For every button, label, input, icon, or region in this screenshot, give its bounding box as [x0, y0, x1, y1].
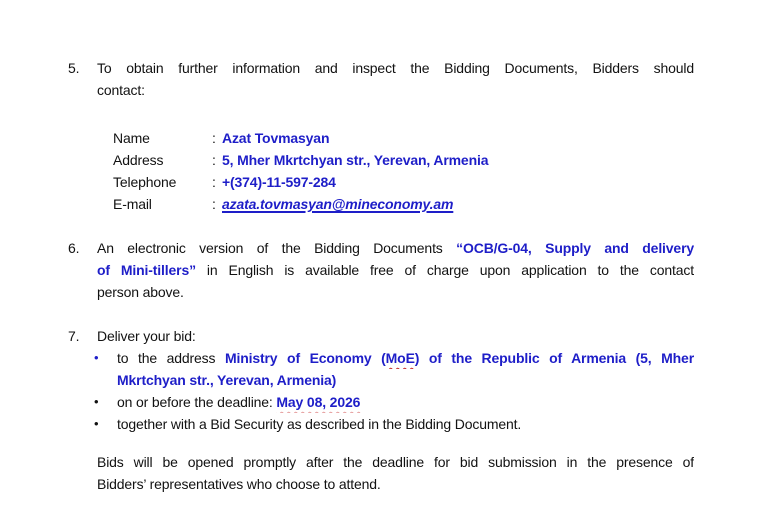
text-run: person above.: [97, 284, 184, 300]
bullet-deadline: [94, 391, 694, 413]
text-run: Mkrtchyan str., Yerevan, Armenia): [117, 372, 337, 388]
contact-label: E-mail: [113, 196, 152, 212]
text-line: [97, 79, 694, 101]
text-run: of Mini-tillers”: [97, 262, 196, 278]
text-line: [117, 347, 694, 369]
item-text: [117, 391, 694, 413]
item-6: [68, 237, 694, 303]
contact-colon: :: [212, 196, 216, 212]
item-number: 6.: [68, 240, 80, 256]
bullet-icon: •: [94, 416, 99, 431]
item-text: [117, 413, 694, 435]
bullet-bid-security: [94, 413, 694, 435]
text-line: [117, 413, 694, 435]
text-run: Bids will be opened promptly after the deadline for bid submission in the presence of: [97, 454, 694, 470]
text-run: To obtain further information and inspect the Bidding Documents, Bidders should: [97, 60, 694, 76]
text-line: [97, 281, 694, 303]
contact-row-telephone: [113, 171, 694, 193]
document-body: [68, 57, 694, 495]
text-run: on or before the deadline:: [117, 394, 277, 410]
text-run: ) of the Republic of Armenia (5, Mher: [414, 350, 694, 366]
item-number: 5.: [68, 60, 80, 76]
text-run: May 08, 2026: [276, 394, 361, 410]
text-run: MoE: [385, 350, 415, 366]
text-run: “OCB/G-04, Supply and delivery: [456, 240, 694, 256]
contact-colon: :: [212, 152, 216, 168]
contact-value: Azat Tovmasyan: [222, 130, 330, 146]
contact-colon: :: [212, 130, 216, 146]
bullet-icon: •: [94, 394, 99, 409]
text-run: in English is available free of charge upon application to the contact: [195, 262, 694, 278]
item-5: [68, 57, 694, 101]
item-text: [97, 325, 694, 347]
contact-block: [113, 127, 694, 215]
text-line: [97, 259, 694, 281]
text-run: Bidders’ representatives who choose to attend.: [97, 476, 381, 492]
contact-colon: :: [212, 174, 216, 190]
text-line: [117, 369, 694, 391]
text-line: [97, 473, 694, 495]
contact-row-address: [113, 149, 694, 171]
contact-row-email: [113, 193, 694, 215]
text-line: [97, 57, 694, 79]
text-line: [117, 391, 694, 413]
item-number: 7.: [68, 328, 80, 344]
item-text: [97, 237, 694, 303]
contact-value: +(374)-11-597-284: [222, 174, 336, 190]
bullet-icon: •: [94, 350, 99, 365]
contact-label: Name: [113, 130, 150, 146]
contact-label: Telephone: [113, 174, 177, 190]
text-run: together with a Bid Security as described in the Bidding Document.: [117, 416, 522, 432]
email-link[interactable]: azata.tovmasyan@mineconomy.am: [222, 196, 454, 212]
item-7: [68, 325, 694, 347]
text-run: to the address: [117, 350, 225, 366]
text-line: [97, 237, 694, 259]
contact-row-name: [113, 127, 694, 149]
text-run: contact:: [97, 82, 145, 98]
bullet-delivery-address: [94, 347, 694, 391]
text-line: [97, 451, 694, 473]
item-text: [117, 347, 694, 391]
text-run: Ministry of Economy (: [224, 350, 386, 366]
contact-value: 5, Mher Mkrtchyan str., Yerevan, Armenia: [222, 152, 489, 168]
text-run: Deliver your bid:: [97, 328, 196, 344]
contact-label: Address: [113, 152, 164, 168]
text-line: [97, 325, 694, 347]
item-text: [97, 57, 694, 101]
text-run: An electronic version of the Bidding Documents: [97, 240, 457, 256]
closing-paragraph: [97, 451, 694, 495]
